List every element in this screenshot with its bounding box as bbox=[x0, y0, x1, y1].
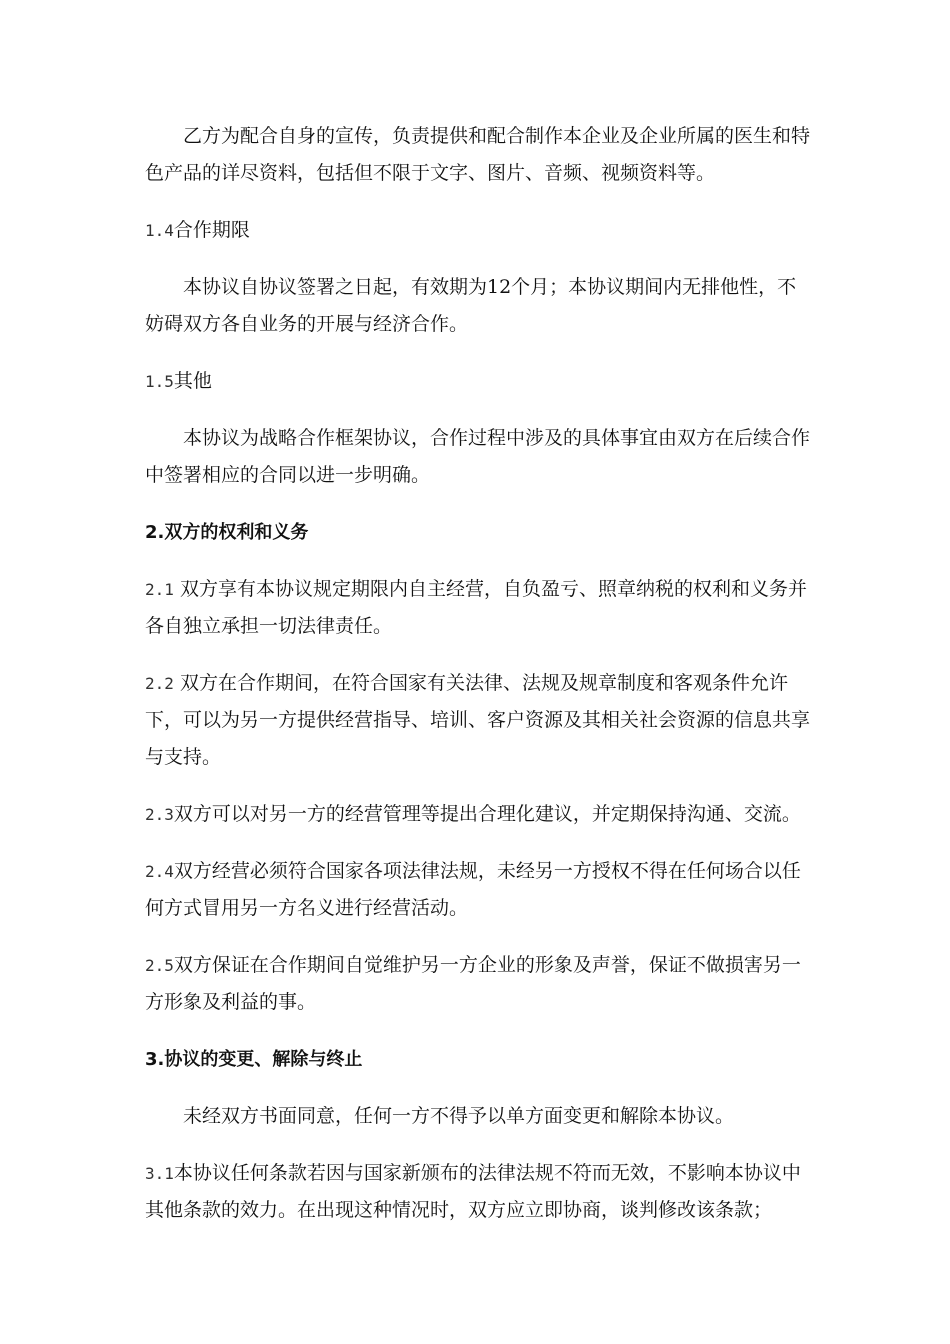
clause-text: 双方保证在合作期间自觉维护另一方企业的形象及声誉，保证不做损害另一方形象及利益的事。 bbox=[145, 954, 801, 1013]
clause-text: 双方享有本协议规定期限内自主经营，自负盈亏、照章纳税的权利和义务并各自独立承担一切法律责任。 bbox=[145, 578, 807, 637]
clause-number: 3.1 bbox=[145, 1164, 174, 1183]
subheading-cooperation-term bbox=[145, 212, 810, 249]
paragraph-validity-period: 本协议自协议签署之日起，有效期为12个月；本协议期间内无排他性，不妨碍双方各自业务的开展与经济合作。 bbox=[145, 276, 797, 335]
clause-2-5 bbox=[145, 947, 810, 1021]
clause-text: 双方在合作期间，在符合国家有关法律、法规及规章制度和客观条件允许下，可以为另一方提供经营指导、培训、客户资源及其相关社会资源的信息共享与支持。 bbox=[145, 672, 811, 768]
clause-2-4 bbox=[145, 853, 810, 927]
clause-text: 双方经营必须符合国家各项法律法规，未经另一方授权不得在任何场合以任何方式冒用另一方名义进行经营活动。 bbox=[145, 860, 801, 919]
paragraph-framework-agreement: 本协议为战略合作框架协议，合作过程中涉及的具体事宜由双方在后续合作中签署相应的合同以进一步明确。 bbox=[145, 427, 811, 486]
subheading-text: 其他 bbox=[173, 370, 212, 392]
clause-2-3 bbox=[145, 796, 810, 833]
clause-text: 双方可以对另一方的经营管理等提出合理化建议，并定期保持沟通、交流。 bbox=[173, 803, 801, 825]
paragraph-written-consent: 未经双方书面同意，任何一方不得予以单方面变更和解除本协议。 bbox=[183, 1105, 735, 1127]
subheading-text: 合作期限 bbox=[173, 219, 250, 241]
clause-number: 2.5 bbox=[145, 956, 174, 975]
clause-number: 2.3 bbox=[145, 805, 174, 824]
section-number: 1.5 bbox=[145, 372, 174, 391]
section-number: 1.4 bbox=[145, 221, 174, 240]
heading-change-termination: 3.协议的变更、解除与终止 bbox=[145, 1049, 363, 1070]
heading-rights-obligations: 2.双方的权利和义务 bbox=[145, 522, 309, 543]
clause-2-1 bbox=[145, 571, 810, 645]
clause-2-2 bbox=[145, 665, 810, 776]
clause-text: 本协议任何条款若因与国家新颁布的法律法规不符而无效，不影响本协议中其他条款的效力。在出现这种情况时，双方应立即协商，谈判修改该条款； bbox=[145, 1162, 801, 1221]
clause-3-1 bbox=[145, 1155, 810, 1229]
paragraph-promotion-materials: 乙方为配合自身的宣传，负责提供和配合制作本企业及企业所属的医生和特色产品的详尽资料，包括但不限于文字、图片、音频、视频资料等。 bbox=[145, 125, 811, 184]
subheading-other bbox=[145, 363, 810, 400]
clause-number: 2.1 bbox=[145, 580, 174, 599]
clause-number: 2.4 bbox=[145, 862, 174, 881]
document-body bbox=[145, 118, 810, 1249]
clause-number: 2.2 bbox=[145, 674, 174, 693]
